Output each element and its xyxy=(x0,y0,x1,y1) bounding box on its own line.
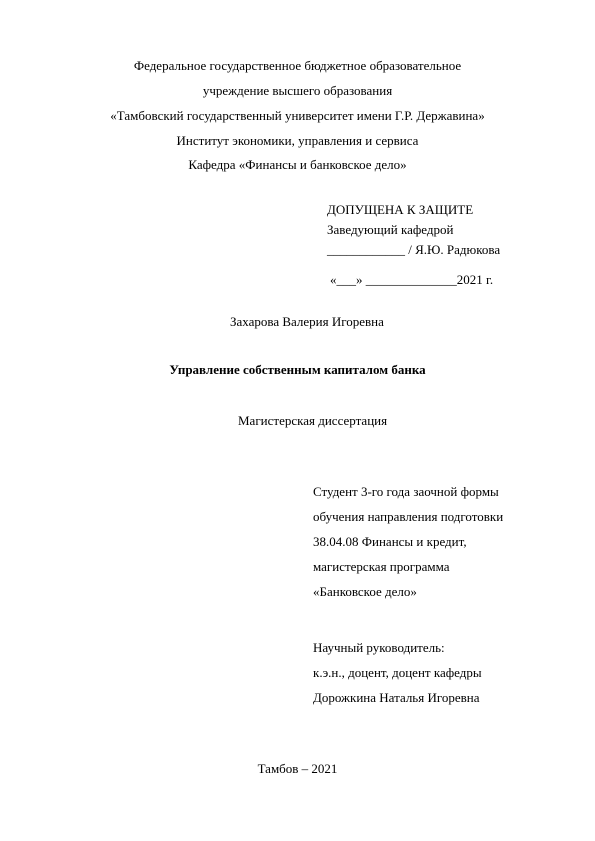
thesis-title: Управление собственным капиталом банка xyxy=(169,362,426,377)
supervisor-name: Дорожкина Наталья Игоревна xyxy=(313,690,480,705)
approval-status: ДОПУЩЕНА К ЗАЩИТЕ xyxy=(327,202,474,217)
author-name: Захарова Валерия Игоревна xyxy=(230,314,384,329)
supervisor-label: Научный руководитель: xyxy=(313,640,445,655)
university-name: «Тамбовский государственный университет имени Г.Р. Державина» xyxy=(110,108,485,123)
institution-level-line: учреждение высшего образования xyxy=(202,83,393,98)
approval-position: Заведующий кафедрой xyxy=(327,222,454,237)
student-info-line: Студент 3-го года заочной формы xyxy=(313,484,499,499)
approval-date-line: «___» ______________2021 г. xyxy=(330,272,494,287)
city-year-footer: Тамбов – 2021 xyxy=(257,761,338,776)
department-name: Кафедра «Финансы и банковское дело» xyxy=(188,157,407,172)
institution-type-line: Федеральное государственное бюджетное образовательное xyxy=(133,58,462,73)
student-info-line: 38.04.08 Финансы и кредит, xyxy=(313,534,467,549)
student-info-line: обучения направления подготовки xyxy=(313,509,504,524)
student-info-line: магистерская программа xyxy=(313,559,450,574)
work-type: Магистерская диссертация xyxy=(238,413,388,428)
student-info-line: «Банковское дело» xyxy=(313,584,417,599)
approval-signature-line: ____________ / Я.Ю. Радюкова xyxy=(327,242,501,257)
institute-name: Институт экономики, управления и сервиса xyxy=(176,133,419,148)
supervisor-degree: к.э.н., доцент, доцент кафедры xyxy=(313,665,482,680)
